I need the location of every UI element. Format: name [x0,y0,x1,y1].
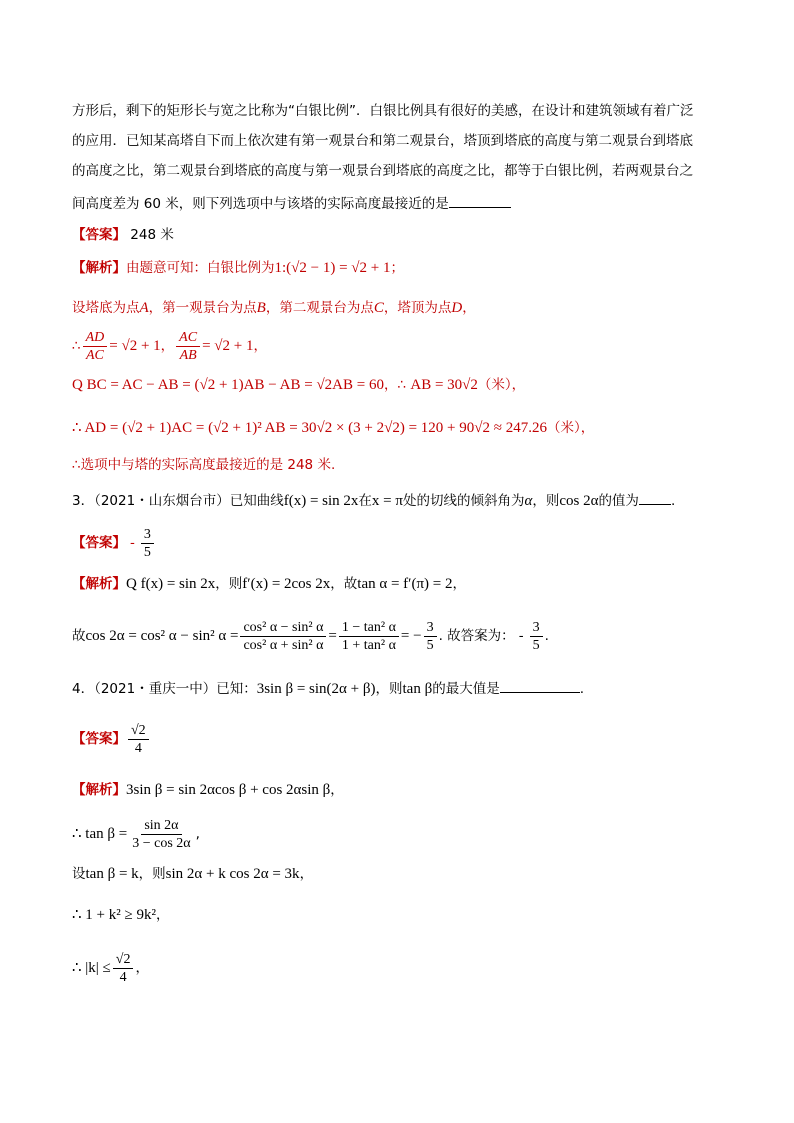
unit: （米） [477,377,512,393]
fraction [129,817,193,852]
q2-analysis-line-6: ∴选项中与塔的实际高度最接近的是 248 米. [72,457,336,473]
intro-line-4 [72,193,511,214]
q3-answer-line [72,522,156,564]
q4-analysis-line-2 [72,812,200,856]
intro-line-4-text: 间高度差为 60 米，则下列选项中与该塔的实际高度最接近的是 [72,196,449,212]
equation: 3sin β = sin 2αcos β + cos 2αsin β [126,782,331,798]
equation: x = π [371,493,403,509]
equation: cos 2α [559,493,599,509]
equation: = √2 + 1 [202,338,254,354]
intro-line-1: 方形后，剩下的矩形长与宽之比称为“白银比例”．白银比例具有很好的美感，在设计和建筑领域有着广泛 [72,103,694,119]
therefore-symbol: ∴ [72,338,81,354]
punct: ， [135,960,149,976]
q2-analysis-line-1 [72,258,404,278]
equation: AB = 30√2 [410,377,478,393]
equation: tan α = f′(π) = 2 [357,576,453,592]
equation: = − [400,628,422,644]
equation: tan β [402,681,433,697]
answer-blank [500,678,580,693]
q4-analysis-line-5 [72,946,149,990]
punct: ， [253,338,267,354]
punct: . [544,628,549,644]
equation: tan β = k [85,866,139,882]
point-label: B [256,300,266,316]
text: . 故答案为： [438,628,515,644]
fraction-ad-ac [83,329,108,364]
punct: ， [330,782,344,798]
symbol: α [524,493,533,509]
denominator: 5 [143,544,151,560]
intro-line-2: 的应用．已知某高塔自下而上依次建有第一观景台和第二观景台，塔顶到塔底的高度与第二观景台到塔底 [72,133,693,149]
equation: sin 2α + k cos 2α = 3k [165,866,300,882]
text: 在 [358,493,372,509]
equation: f(x) = sin 2x [283,493,359,509]
analysis-tag: 【解析】 [72,260,126,276]
numerator: AC [176,329,200,347]
text: 处的切线的倾斜角为 [402,493,525,509]
text: 3．（2021・山东烟台市）已知曲线 [72,493,284,509]
text: ，则 [532,493,560,509]
text: ，第一观景台为点 [148,300,257,316]
answer-blank [449,193,511,208]
punct: ， [155,907,170,923]
answer-tag: 【答案】 [72,227,126,243]
analysis-math: 1:(√2 − 1) = √2 + 1 [274,260,391,276]
point-label: D [451,300,463,316]
denominator: 1 + tan² α [341,637,396,653]
numerator: sin 2α [141,817,181,835]
equation: Q BC = AC − AB = (√2 + 1)AB − AB = √2AB = 60 [72,377,384,393]
point-label: C [373,300,384,316]
text: ，塔顶为点 [383,300,452,316]
denominator: AC [85,347,104,363]
unit: （米） [546,420,581,436]
text: 故 [72,628,86,644]
numerator: AD [83,329,108,347]
equation: cos 2α = cos² α − sin² α = [85,628,239,644]
equation: Q f(x) = sin 2x [126,576,216,592]
fraction [113,951,134,986]
numerator: cos² α − sin² α [240,619,326,637]
answer-tag: 【答案】 [72,731,126,747]
text: ，∴ [383,377,411,393]
text: 的值为 [598,493,639,509]
denominator: 4 [119,969,127,985]
fraction [240,619,326,654]
punct: ， [580,420,595,436]
fraction [339,619,399,654]
numerator: 3 [530,619,543,637]
text: ，则 [138,866,166,882]
sign: - [130,535,135,551]
punct: ， [160,338,175,354]
q3-analysis-line-1 [72,574,466,594]
answer-fraction [128,722,149,757]
text: ，则 [375,681,403,697]
text: 设塔底为点 [72,300,140,316]
q3-analysis-line-2: 故 cos 2α = cos² α − sin² α = $\frac{\text{cos² α − sin² α}}{\text{cos² α + sin² α}}$ = $\frac{\text{1 − tan² α}}{\text{1 + tan² α}}$ = − $\frac{3}{5}$ . 故答案为： - $\frac{3}{5}$ . [72,619,549,653]
q2-analysis-line-5 [72,418,594,438]
q2-analysis-line-3 [72,325,267,367]
denominator: 5 [532,637,540,653]
q4-stem: 4．（2021・重庆一中）已知：3sin β = sin(2α + β)，则tan β的最大值是 . [72,678,584,699]
q4-analysis-line-1 [72,780,344,800]
sign: - [518,628,524,644]
point-label: A [139,300,149,316]
text: ，故 [330,576,358,592]
analysis-tag: 【解析】 [72,576,126,592]
numerator: √2 [113,951,134,969]
text: 设 [72,866,86,882]
numerator: 3 [141,526,154,544]
answer-blank [639,490,671,505]
equation: ∴ 1 + k² ≥ 9k² [72,907,156,923]
q3-stem: 3．（2021・山东烟台市）已知曲线f(x) = sin 2x在x = π处的切线的倾斜角为α，则cos 2α的值为 . [72,490,675,511]
text: ，则 [215,576,243,592]
equation: = √2 + 1 [109,338,161,354]
equation: f′(x) = 2cos 2x [242,576,331,592]
denominator: cos² α + sin² α [243,637,324,653]
punct: ， [299,866,314,882]
q2-analysis-line-2 [72,298,476,318]
answer-fraction [530,619,543,654]
q2-analysis-line-4 [72,375,525,395]
numerator: 3 [424,619,437,637]
equation: ∴ |k| ≤ [72,960,111,976]
punct: ， [511,377,526,393]
numerator: 1 − tan² α [339,619,399,637]
numerator: √2 [128,722,149,740]
q2-answer-line [72,225,174,245]
q4-analysis-line-4 [72,905,169,925]
text: ，第二观景台为点 [265,300,374,316]
equation: 3sin β = sin(2α + β) [256,681,376,697]
q4-answer-line [72,716,151,762]
punct: , [195,826,200,842]
denominator: 5 [426,637,434,653]
answer-value: 248 米 [130,227,174,243]
denominator: 4 [134,740,142,756]
analysis-text: 由题意可知：白银比例为 [126,260,275,276]
analysis-tag: 【解析】 [72,782,126,798]
text: 的最大值是 [432,681,500,697]
text: 4．（2021・重庆一中）已知： [72,681,257,697]
equation: ∴ tan β = [72,826,128,842]
q4-analysis-line-3 [72,864,313,884]
fraction [424,619,437,654]
denominator: AB [179,347,197,363]
denominator: 3 − cos 2α [132,835,191,851]
answer-fraction [141,526,154,561]
intro-line-3: 的高度之比，第二观景台到塔底的高度与第一观景台到塔底的高度之比，都等于白银比例，若两观景台之 [72,163,693,179]
text: ， [452,576,466,592]
equation: ∴ AD = (√2 + 1)AC = (√2 + 1)² AB = 30√2 × (3 + 2√2) = 120 + 90√2 ≈ 247.26 [72,420,547,436]
punct: ； [390,260,405,276]
text: ， [462,300,476,316]
answer-tag: 【答案】 [72,535,126,551]
fraction-ac-ab [176,329,200,364]
